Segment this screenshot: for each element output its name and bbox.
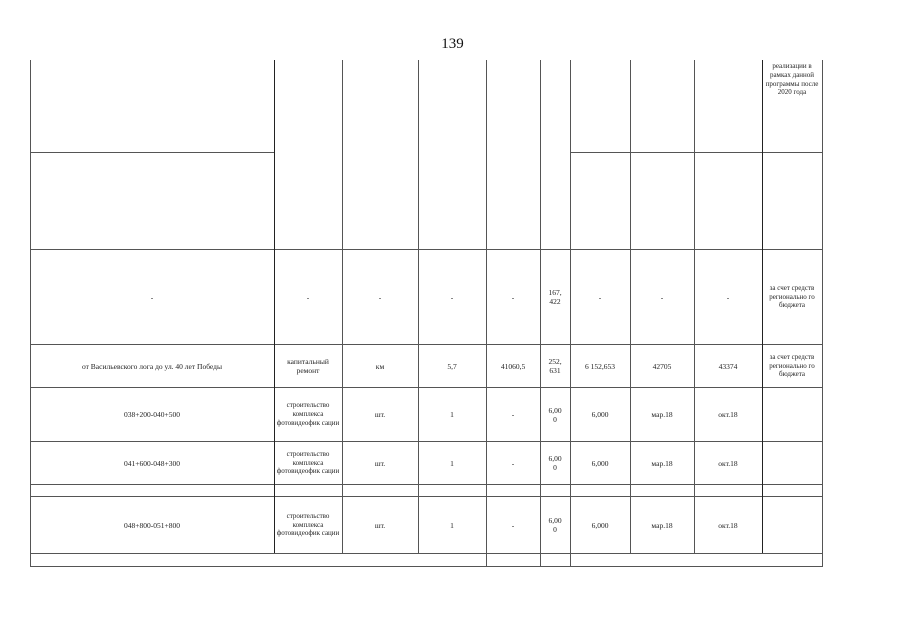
cell-end: окт.18 [718, 520, 738, 530]
cell-quantity: 5,7 [447, 361, 457, 371]
cell-budget: 6,00 0 [548, 454, 562, 472]
row-divider [570, 152, 822, 153]
cell-work-type: строительство комплекса фотовидеофик сации [276, 401, 340, 427]
cell-unit: - [378, 292, 382, 302]
cell-budget: 167, 422 [548, 288, 562, 306]
cell-end: - [726, 292, 730, 302]
program-note: реализации в рамках данной программы после 2020 года [765, 62, 819, 97]
cell-start: мар.18 [651, 520, 673, 530]
cell-quantity: - [450, 292, 454, 302]
cell-amount: 6 152,653 [585, 361, 615, 371]
cell-end: окт.18 [718, 410, 738, 419]
cell-source [762, 442, 822, 484]
cell-segment: от Васильевского лога до ул. 40 лет Победы [81, 361, 223, 371]
cell-source [762, 388, 822, 441]
row-divider [30, 484, 822, 485]
cell-budget: 252, 631 [548, 357, 562, 375]
cell-budget: 6,00 0 [548, 516, 562, 534]
cell-source: за счет средств регионально го бюджета [769, 352, 815, 379]
cell-cost: - [511, 458, 515, 468]
cell-segment: - [150, 292, 154, 302]
row-divider [30, 553, 822, 554]
row-divider [30, 566, 822, 567]
cell-amount: 6,000 [591, 458, 609, 468]
cell-unit: км [375, 361, 385, 371]
cell-quantity: 1 [450, 458, 454, 468]
cell-cost: - [511, 292, 515, 302]
cell-segment: 038+200-040+500 [124, 410, 180, 419]
cell-source [762, 497, 822, 553]
cell-start: - [660, 292, 664, 302]
cell-work-type: строительство комплекса фотовидеофик сации [276, 511, 340, 538]
cell-start: мар.18 [651, 410, 673, 419]
cell-work-type: капитальный ремонт [287, 357, 329, 375]
cell-unit: шт. [374, 458, 386, 468]
cell-cost: - [511, 520, 515, 530]
cell-end: окт.18 [718, 458, 738, 468]
cell-quantity: 1 [450, 410, 454, 419]
row-divider [30, 152, 274, 153]
cell-budget: 6,00 0 [548, 405, 562, 424]
cell-quantity: 1 [450, 520, 454, 530]
cell-work-type: - [306, 292, 310, 302]
cell-start: мар.18 [651, 458, 673, 468]
cell-segment: 041+600-048+300 [124, 458, 180, 468]
cell-cost: 41060,5 [500, 361, 526, 371]
cell-amount: 6,000 [591, 410, 609, 419]
cell-unit: шт. [374, 520, 386, 530]
column-divider [822, 60, 823, 567]
cell-cost: - [511, 410, 515, 419]
cell-work-type: строительство комплекса фотовидеофик сации [276, 449, 340, 476]
cell-unit: шт. [374, 410, 386, 419]
cell-amount: 6,000 [591, 520, 609, 530]
cell-amount: - [598, 292, 602, 302]
cell-segment: 048+800-051+800 [124, 520, 180, 530]
page-number: 139 [441, 36, 464, 52]
cell-end: 43374 [718, 361, 738, 371]
cell-source: за счет средств регионально го бюджета [769, 283, 815, 310]
cell-start: 42705 [652, 361, 672, 371]
